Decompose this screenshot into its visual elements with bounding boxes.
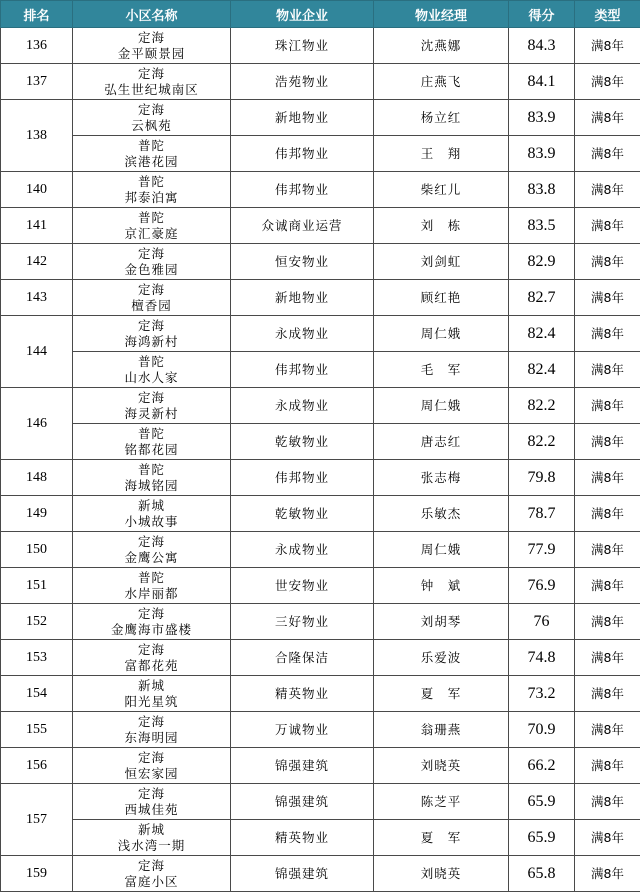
property-manager-cell: 乐敏杰	[374, 496, 509, 532]
property-company-cell: 浩苑物业	[231, 64, 374, 100]
type-cell: 满8年	[575, 640, 640, 676]
property-manager-cell: 夏 军	[374, 676, 509, 712]
community-name: 海灵新村	[73, 406, 230, 422]
property-company-cell: 合隆保洁	[231, 640, 374, 676]
property-manager-cell: 周仁娥	[374, 532, 509, 568]
community-cell	[73, 136, 231, 172]
rank-cell: 157	[1, 784, 73, 856]
type-cell: 满8年	[575, 64, 640, 100]
rank-cell: 159	[1, 856, 73, 892]
score-cell: 83.8	[509, 172, 575, 208]
type-cell: 满8年	[575, 676, 640, 712]
community-cell	[73, 532, 231, 568]
rank-cell: 156	[1, 748, 73, 784]
district-label: 定海	[73, 66, 230, 82]
type-cell: 满8年	[575, 712, 640, 748]
table-row	[1, 424, 640, 460]
property-manager-cell: 毛 军	[374, 352, 509, 388]
district-label: 新城	[73, 822, 230, 838]
property-company-cell: 伟邦物业	[231, 136, 374, 172]
score-cell: 82.2	[509, 424, 575, 460]
table-row	[1, 532, 640, 568]
type-cell: 满8年	[575, 604, 640, 640]
type-cell: 满8年	[575, 460, 640, 496]
table-row	[1, 388, 640, 424]
type-cell: 满8年	[575, 748, 640, 784]
community-name: 金平颐景园	[73, 46, 230, 62]
score-cell: 65.8	[509, 856, 575, 892]
type-cell: 满8年	[575, 424, 640, 460]
community-name: 东海明园	[73, 730, 230, 746]
district-label: 普陀	[73, 138, 230, 154]
score-cell: 82.4	[509, 352, 575, 388]
table-row	[1, 820, 640, 856]
district-label: 定海	[73, 786, 230, 802]
rank-cell: 150	[1, 532, 73, 568]
community-name: 金鹰公寓	[73, 550, 230, 566]
score-cell: 82.9	[509, 244, 575, 280]
district-label: 普陀	[73, 354, 230, 370]
property-company-cell: 锦强建筑	[231, 784, 374, 820]
property-manager-cell: 刘剑虹	[374, 244, 509, 280]
community-name: 水岸丽都	[73, 586, 230, 602]
header-score: 得分	[509, 1, 575, 28]
district-label: 普陀	[73, 462, 230, 478]
table-row	[1, 316, 640, 352]
district-label: 定海	[73, 858, 230, 874]
type-cell: 满8年	[575, 100, 640, 136]
score-cell: 73.2	[509, 676, 575, 712]
table-row	[1, 352, 640, 388]
type-cell: 满8年	[575, 820, 640, 856]
community-name: 西城佳苑	[73, 802, 230, 818]
community-name: 云枫苑	[73, 118, 230, 134]
property-manager-cell: 刘晓英	[374, 856, 509, 892]
header-community-name: 小区名称	[73, 1, 231, 28]
community-cell	[73, 712, 231, 748]
community-name: 金鹰海市盛楼	[73, 622, 230, 638]
rank-cell: 143	[1, 280, 73, 316]
table-row	[1, 280, 640, 316]
rank-cell: 136	[1, 28, 73, 64]
score-cell: 84.3	[509, 28, 575, 64]
rank-cell: 146	[1, 388, 73, 460]
community-name: 京汇豪庭	[73, 226, 230, 242]
community-cell	[73, 424, 231, 460]
score-cell: 83.9	[509, 136, 575, 172]
score-cell: 70.9	[509, 712, 575, 748]
district-label: 普陀	[73, 210, 230, 226]
property-manager-cell: 王 翔	[374, 136, 509, 172]
community-name: 铭都花园	[73, 442, 230, 458]
rank-cell: 138	[1, 100, 73, 172]
score-cell: 66.2	[509, 748, 575, 784]
score-cell: 82.4	[509, 316, 575, 352]
type-cell: 满8年	[575, 172, 640, 208]
district-label: 定海	[73, 102, 230, 118]
property-company-cell: 三好物业	[231, 604, 374, 640]
property-manager-cell: 翁珊燕	[374, 712, 509, 748]
score-cell: 84.1	[509, 64, 575, 100]
district-label: 普陀	[73, 174, 230, 190]
rank-cell: 141	[1, 208, 73, 244]
type-cell: 满8年	[575, 28, 640, 64]
community-name: 弘生世纪城南区	[73, 82, 230, 98]
property-manager-cell: 沈燕娜	[374, 28, 509, 64]
table-body	[1, 28, 640, 892]
table-row	[1, 640, 640, 676]
district-label: 定海	[73, 282, 230, 298]
district-label: 定海	[73, 318, 230, 334]
community-name: 富都花苑	[73, 658, 230, 674]
property-company-cell: 珠江物业	[231, 28, 374, 64]
score-cell: 82.2	[509, 388, 575, 424]
property-company-cell: 新地物业	[231, 280, 374, 316]
community-name: 浅水湾一期	[73, 838, 230, 854]
rank-cell: 151	[1, 568, 73, 604]
community-cell	[73, 64, 231, 100]
community-name: 滨港花园	[73, 154, 230, 170]
rank-cell: 137	[1, 64, 73, 100]
type-cell: 满8年	[575, 496, 640, 532]
type-cell: 满8年	[575, 856, 640, 892]
district-label: 定海	[73, 534, 230, 550]
score-cell: 83.5	[509, 208, 575, 244]
property-company-cell: 精英物业	[231, 820, 374, 856]
community-cell	[73, 820, 231, 856]
community-cell	[73, 604, 231, 640]
table-row	[1, 208, 640, 244]
community-cell	[73, 352, 231, 388]
district-label: 新城	[73, 678, 230, 694]
property-company-cell: 众诚商业运营	[231, 208, 374, 244]
community-name: 邦泰泊寓	[73, 190, 230, 206]
property-manager-cell: 钟 斌	[374, 568, 509, 604]
type-cell: 满8年	[575, 532, 640, 568]
community-name: 海城铭园	[73, 478, 230, 494]
property-manager-cell: 夏 军	[374, 820, 509, 856]
table-row	[1, 244, 640, 280]
property-company-cell: 乾敏物业	[231, 424, 374, 460]
score-cell: 82.7	[509, 280, 575, 316]
property-manager-cell: 唐志红	[374, 424, 509, 460]
community-cell	[73, 676, 231, 712]
community-cell	[73, 100, 231, 136]
score-cell: 83.9	[509, 100, 575, 136]
table-row	[1, 748, 640, 784]
score-cell: 79.8	[509, 460, 575, 496]
property-company-cell: 恒安物业	[231, 244, 374, 280]
community-name: 富庭小区	[73, 874, 230, 890]
property-company-cell: 精英物业	[231, 676, 374, 712]
header-property-manager: 物业经理	[374, 1, 509, 28]
table-row	[1, 496, 640, 532]
community-cell	[73, 460, 231, 496]
table-row	[1, 460, 640, 496]
table-header-row	[1, 1, 640, 28]
community-cell	[73, 784, 231, 820]
property-manager-cell: 陈芝平	[374, 784, 509, 820]
property-manager-cell: 刘晓英	[374, 748, 509, 784]
property-manager-cell: 柴红儿	[374, 172, 509, 208]
table-row	[1, 676, 640, 712]
community-cell	[73, 316, 231, 352]
property-company-cell: 新地物业	[231, 100, 374, 136]
score-cell: 76.9	[509, 568, 575, 604]
property-company-cell: 乾敏物业	[231, 496, 374, 532]
type-cell: 满8年	[575, 388, 640, 424]
community-cell	[73, 172, 231, 208]
rank-cell: 140	[1, 172, 73, 208]
community-name: 金色雅园	[73, 262, 230, 278]
community-cell	[73, 568, 231, 604]
rank-cell: 153	[1, 640, 73, 676]
community-cell	[73, 388, 231, 424]
property-manager-cell: 刘胡琴	[374, 604, 509, 640]
district-label: 定海	[73, 246, 230, 262]
table-row	[1, 100, 640, 136]
community-name: 檀香园	[73, 298, 230, 314]
table-row	[1, 28, 640, 64]
property-company-cell: 伟邦物业	[231, 460, 374, 496]
rank-cell: 144	[1, 316, 73, 388]
type-cell: 满8年	[575, 280, 640, 316]
property-manager-cell: 杨立红	[374, 100, 509, 136]
score-cell: 77.9	[509, 532, 575, 568]
property-manager-cell: 张志梅	[374, 460, 509, 496]
community-cell	[73, 208, 231, 244]
community-cell	[73, 244, 231, 280]
type-cell: 满8年	[575, 352, 640, 388]
property-manager-cell: 周仁娥	[374, 316, 509, 352]
table-row	[1, 568, 640, 604]
community-name: 恒宏家园	[73, 766, 230, 782]
type-cell: 满8年	[575, 568, 640, 604]
property-manager-cell: 乐爱波	[374, 640, 509, 676]
district-label: 新城	[73, 498, 230, 514]
property-company-cell: 永成物业	[231, 316, 374, 352]
property-manager-cell: 庄燕飞	[374, 64, 509, 100]
type-cell: 满8年	[575, 136, 640, 172]
score-cell: 65.9	[509, 820, 575, 856]
rank-cell: 152	[1, 604, 73, 640]
score-cell: 78.7	[509, 496, 575, 532]
table-row	[1, 604, 640, 640]
property-company-cell: 世安物业	[231, 568, 374, 604]
district-label: 普陀	[73, 570, 230, 586]
community-name: 海鸿新村	[73, 334, 230, 350]
type-cell: 满8年	[575, 316, 640, 352]
property-company-cell: 锦强建筑	[231, 748, 374, 784]
score-cell: 76	[509, 604, 575, 640]
score-cell: 74.8	[509, 640, 575, 676]
district-label: 定海	[73, 750, 230, 766]
table-row	[1, 64, 640, 100]
community-cell	[73, 748, 231, 784]
rank-cell: 155	[1, 712, 73, 748]
type-cell: 满8年	[575, 244, 640, 280]
district-label: 定海	[73, 714, 230, 730]
rank-cell: 148	[1, 460, 73, 496]
table-row	[1, 856, 640, 892]
district-label: 定海	[73, 606, 230, 622]
table-row	[1, 172, 640, 208]
property-company-cell: 万诚物业	[231, 712, 374, 748]
type-cell: 满8年	[575, 208, 640, 244]
community-cell	[73, 856, 231, 892]
community-name: 山水人家	[73, 370, 230, 386]
community-cell	[73, 280, 231, 316]
score-cell: 65.9	[509, 784, 575, 820]
header-property-company: 物业企业	[231, 1, 374, 28]
header-rank: 排名	[1, 1, 73, 28]
district-label: 普陀	[73, 426, 230, 442]
rank-cell: 142	[1, 244, 73, 280]
community-cell	[73, 496, 231, 532]
property-company-cell: 伟邦物业	[231, 172, 374, 208]
district-label: 定海	[73, 390, 230, 406]
district-label: 定海	[73, 642, 230, 658]
type-cell: 满8年	[575, 784, 640, 820]
table-row	[1, 712, 640, 748]
header-type: 类型	[575, 1, 640, 28]
community-name: 阳光星筑	[73, 694, 230, 710]
rank-cell: 149	[1, 496, 73, 532]
district-label: 定海	[73, 30, 230, 46]
property-manager-cell: 刘 栋	[374, 208, 509, 244]
property-manager-cell: 顾红艳	[374, 280, 509, 316]
property-company-cell: 永成物业	[231, 532, 374, 568]
community-cell	[73, 640, 231, 676]
table-row	[1, 784, 640, 820]
property-manager-cell: 周仁娥	[374, 388, 509, 424]
community-name: 小城故事	[73, 514, 230, 530]
property-company-cell: 锦强建筑	[231, 856, 374, 892]
rank-cell: 154	[1, 676, 73, 712]
property-company-cell: 永成物业	[231, 388, 374, 424]
table-row	[1, 136, 640, 172]
property-company-cell: 伟邦物业	[231, 352, 374, 388]
community-cell	[73, 28, 231, 64]
